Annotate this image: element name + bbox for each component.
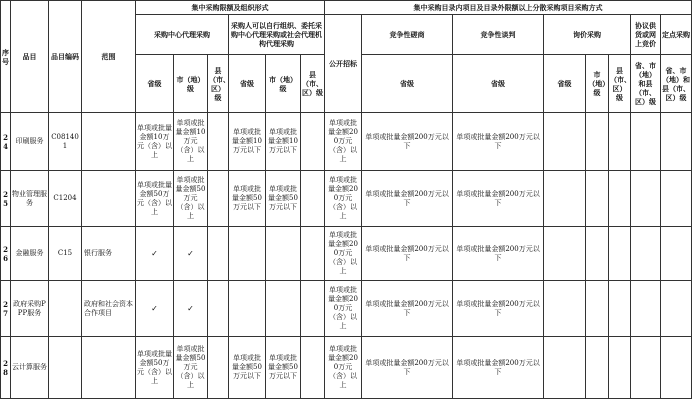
row-designated bbox=[661, 113, 692, 171]
header-inquiry-county: 县（市、区）级 bbox=[609, 55, 631, 113]
row-code bbox=[49, 281, 82, 337]
row-designated bbox=[661, 281, 692, 337]
row-open-tender: 单项或批量金额200万元（含）以上 bbox=[325, 337, 362, 399]
row-agency-provincial: ✓ bbox=[136, 227, 174, 281]
row-self-provincial: 单项或批量金额50万元以下 bbox=[229, 171, 266, 227]
header-nego-levels: 省级 bbox=[453, 55, 544, 113]
row-scope bbox=[82, 337, 136, 399]
row-agency-provincial: 单项或批量金额10万元（含）以上 bbox=[136, 113, 174, 171]
row-inquiry-provincial bbox=[544, 281, 586, 337]
row-item: 政府采购PPP服务 bbox=[11, 281, 49, 337]
row-code: C081401 bbox=[49, 113, 82, 171]
row-inquiry-county bbox=[609, 171, 631, 227]
row-designated bbox=[661, 171, 692, 227]
row-agreement bbox=[631, 171, 661, 227]
row-code: C1204 bbox=[49, 171, 82, 227]
row-agreement bbox=[631, 113, 661, 171]
row-inquiry-provincial bbox=[544, 337, 586, 399]
header-item: 品目 bbox=[11, 1, 49, 113]
row-designated bbox=[661, 337, 692, 399]
header-inquiry-provincial: 省级 bbox=[544, 55, 586, 113]
row-item: 云计算服务 bbox=[11, 337, 49, 399]
row-scope bbox=[82, 113, 136, 171]
header-scope: 范围 bbox=[82, 1, 136, 113]
row-inquiry-county bbox=[609, 281, 631, 337]
row-self-city: 单项或批量金额50万元以下 bbox=[266, 171, 301, 227]
header-group-limits: 集中采购限额及组织形式 bbox=[136, 1, 325, 15]
row-agency-provincial: 单项或批量金额50万元（含）以上 bbox=[136, 171, 174, 227]
row-inquiry-provincial bbox=[544, 113, 586, 171]
row-item: 金融服务 bbox=[11, 227, 49, 281]
row-self-county bbox=[301, 113, 325, 171]
row-agency-county bbox=[208, 337, 229, 399]
row-self-county bbox=[301, 337, 325, 399]
row-comp-nego: 单项或批量金额200万元以下 bbox=[453, 171, 544, 227]
row-agency-county bbox=[208, 227, 229, 281]
row-comp-nego: 单项或批量金额200万元以下 bbox=[453, 337, 544, 399]
row-comp-consult: 单项或批量金额200万元以下 bbox=[362, 113, 453, 171]
row-comp-consult: 单项或批量金额200万元以下 bbox=[362, 171, 453, 227]
row-comp-consult: 单项或批量金额200万元以下 bbox=[362, 227, 453, 281]
row-open-tender: 单项或批量金额200万元（含）以上 bbox=[325, 281, 362, 337]
row-inquiry-provincial bbox=[544, 171, 586, 227]
row-code: C15 bbox=[49, 227, 82, 281]
row-comp-consult: 单项或批量金额200万元以下 bbox=[362, 281, 453, 337]
header-agency-county: 县（市、区）级 bbox=[208, 55, 229, 113]
header-self-city: 市（地）级 bbox=[266, 55, 301, 113]
row-agreement bbox=[631, 227, 661, 281]
row-scope: 银行服务 bbox=[82, 227, 136, 281]
row-inquiry-city bbox=[586, 113, 609, 171]
row-inquiry-county bbox=[609, 337, 631, 399]
row-self-provincial bbox=[229, 227, 266, 281]
row-agency-city: 单项或批量金额10万元（含）以上 bbox=[174, 113, 208, 171]
row-item: 印刷服务 bbox=[11, 113, 49, 171]
row-open-tender: 单项或批量金额200万元（含）以上 bbox=[325, 227, 362, 281]
row-agency-city: ✓ bbox=[174, 227, 208, 281]
row-self-provincial: 单项或批量金额50万元以下 bbox=[229, 337, 266, 399]
row-open-tender: 单项或批量金额200万元（含）以上 bbox=[325, 113, 362, 171]
row-self-county bbox=[301, 171, 325, 227]
header-comp-nego: 竞争性谈判 bbox=[453, 15, 544, 55]
header-code: 品目编码 bbox=[49, 1, 82, 113]
row-scope bbox=[82, 171, 136, 227]
row-self-city bbox=[266, 281, 301, 337]
header-consult-levels: 省级 bbox=[362, 55, 453, 113]
header-inquiry: 询价采购 bbox=[544, 15, 631, 55]
row-agreement bbox=[631, 337, 661, 399]
row-inquiry-provincial bbox=[544, 227, 586, 281]
header-inquiry-city: 市（地）级 bbox=[586, 55, 609, 113]
row-agency-city: ✓ bbox=[174, 281, 208, 337]
row-item: 物业管理服务 bbox=[11, 171, 49, 227]
row-self-city: 单项或批量金额10万元以下 bbox=[266, 113, 301, 171]
table-row bbox=[1, 171, 692, 227]
row-agency-city: 单项或批量金额50万元（含）以上 bbox=[174, 337, 208, 399]
row-seq: 26 bbox=[1, 227, 11, 281]
row-agency-county bbox=[208, 281, 229, 337]
header-designated-levels: 省、市（地）和县（市、区）级 bbox=[661, 55, 692, 113]
row-agency-county bbox=[208, 171, 229, 227]
row-comp-nego: 单项或批量金额200万元以下 bbox=[453, 281, 544, 337]
header-seq: 序号 bbox=[1, 1, 11, 113]
row-inquiry-city bbox=[586, 281, 609, 337]
header-self-org: 采购人可以自行组织、委托采购中心代理采购或社会代理机构代理采购 bbox=[229, 15, 325, 55]
row-inquiry-city bbox=[586, 337, 609, 399]
row-seq: 28 bbox=[1, 337, 11, 399]
row-self-provincial bbox=[229, 281, 266, 337]
row-agency-provincial: 单项或批量金额50万元（含）以上 bbox=[136, 337, 174, 399]
row-self-county bbox=[301, 281, 325, 337]
row-designated bbox=[661, 227, 692, 281]
header-agency: 采购中心代理采购 bbox=[136, 15, 229, 55]
row-inquiry-county bbox=[609, 227, 631, 281]
row-seq: 25 bbox=[1, 171, 11, 227]
row-inquiry-city bbox=[586, 227, 609, 281]
row-agency-city: 单项或批量金额50万元（含）以上 bbox=[174, 171, 208, 227]
row-self-city: 单项或批量金额50万元以下 bbox=[266, 337, 301, 399]
header-agency-city: 市（地）级 bbox=[174, 55, 208, 113]
table-row bbox=[1, 337, 692, 399]
header-self-county: 县（市、区）级 bbox=[301, 55, 325, 113]
table-row bbox=[1, 281, 692, 337]
table-row bbox=[1, 227, 692, 281]
row-self-provincial: 单项或批量金额10万元以下 bbox=[229, 113, 266, 171]
row-code bbox=[49, 337, 82, 399]
row-self-county bbox=[301, 227, 325, 281]
row-agreement bbox=[631, 281, 661, 337]
row-agency-provincial: ✓ bbox=[136, 281, 174, 337]
header-agreement-levels: 省、市（地）和县（市、区）级 bbox=[631, 55, 661, 113]
header-self-provincial: 省级 bbox=[229, 55, 266, 113]
row-inquiry-county bbox=[609, 113, 631, 171]
row-seq: 27 bbox=[1, 281, 11, 337]
header-agency-provincial: 省级 bbox=[136, 55, 174, 113]
row-self-city bbox=[266, 227, 301, 281]
header-agreement: 协议供货或网上竞价 bbox=[631, 15, 661, 55]
row-comp-nego: 单项或批量金额200万元以下 bbox=[453, 227, 544, 281]
header-designated: 定点采购 bbox=[661, 15, 692, 55]
row-comp-consult: 单项或批量金额200万元以下 bbox=[362, 337, 453, 399]
row-seq: 24 bbox=[1, 113, 11, 171]
table-row bbox=[1, 113, 692, 171]
row-open-tender: 单项或批量金额200万元（含）以上 bbox=[325, 171, 362, 227]
row-comp-nego: 单项或批量金额200万元以下 bbox=[453, 113, 544, 171]
row-scope: 政府和社会资本合作项目 bbox=[82, 281, 136, 337]
header-comp-consult: 竞争性磋商 bbox=[362, 15, 453, 55]
header-open-tender: 公开招标 bbox=[325, 15, 362, 113]
row-agency-county bbox=[208, 113, 229, 171]
row-inquiry-city bbox=[586, 171, 609, 227]
header-group-methods: 集中采购目录内项目及目录外限额以上分散采购项目采购方式 bbox=[325, 1, 692, 15]
